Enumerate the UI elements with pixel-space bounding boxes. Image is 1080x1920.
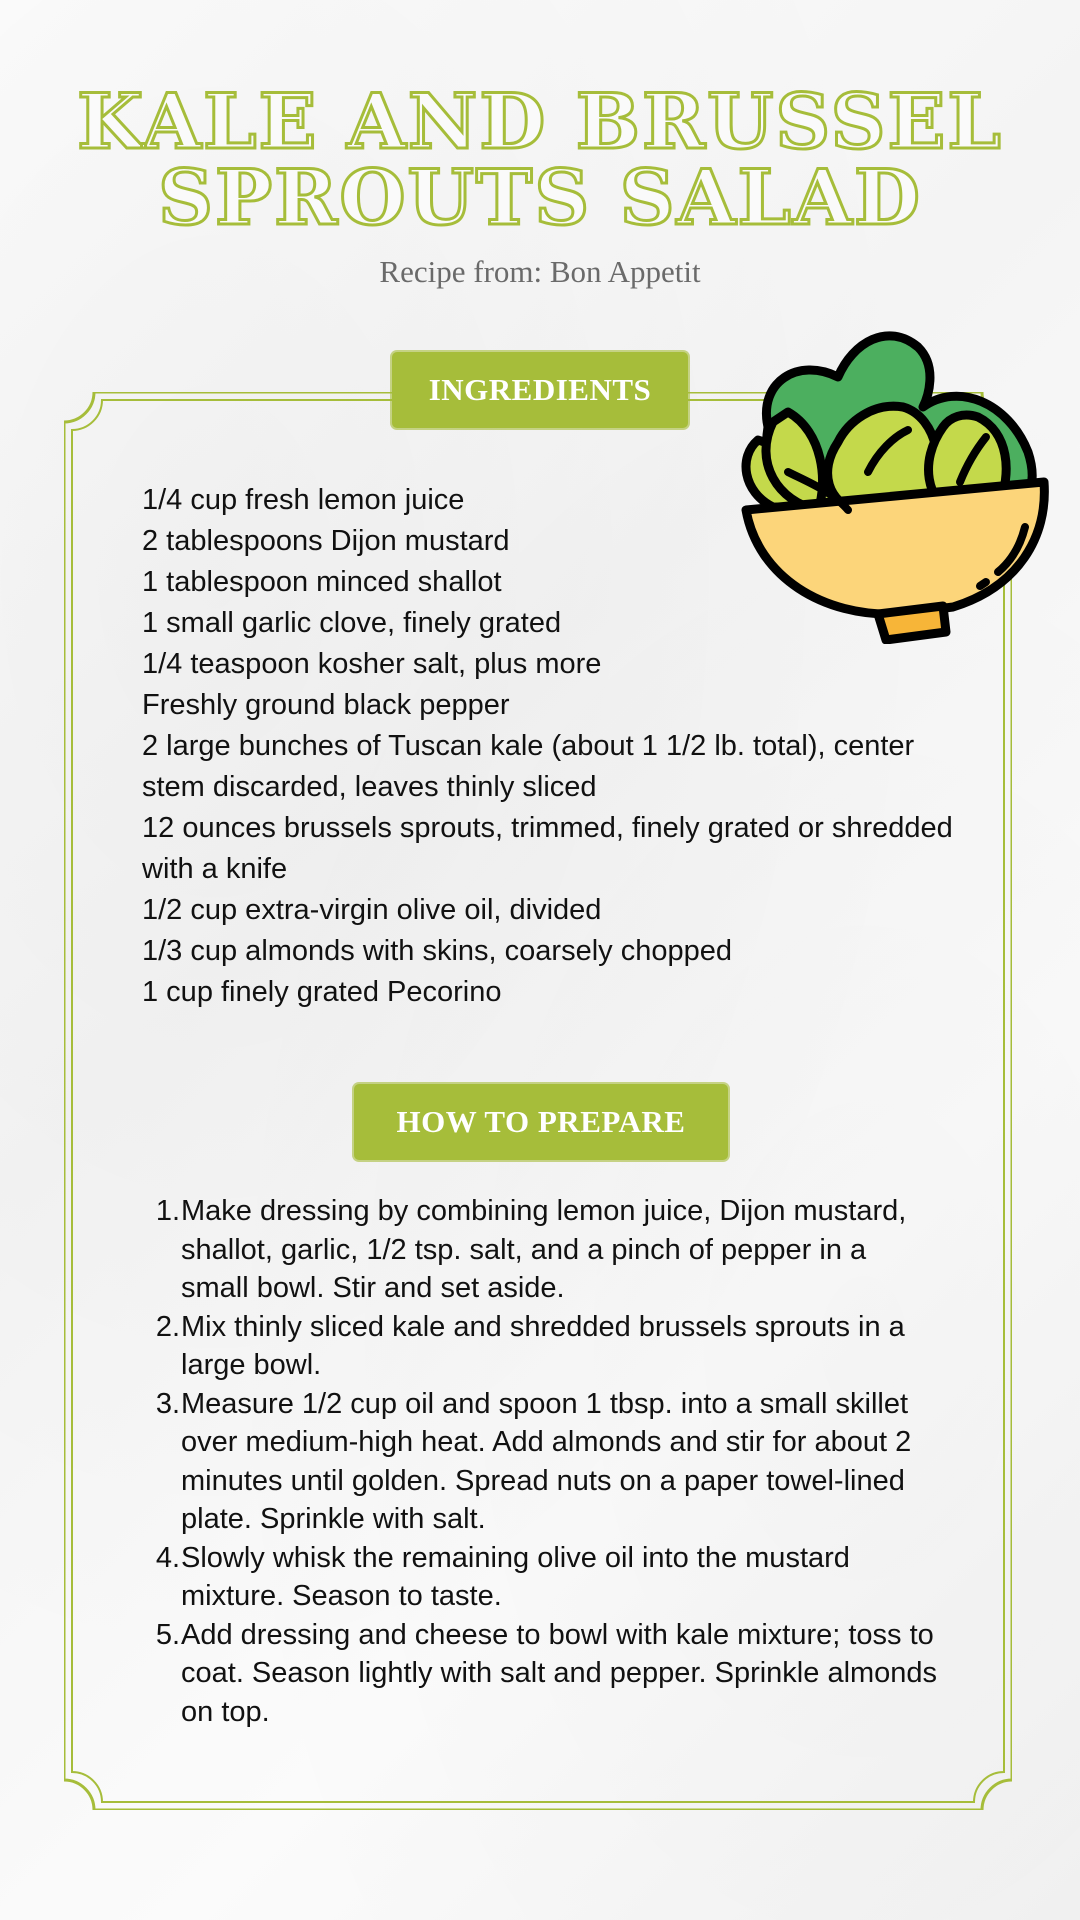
step-number: 4. <box>155 1541 180 1574</box>
step-item <box>138 1616 938 1732</box>
ingredient-item: 2 large bunches of Tuscan kale (about 1 1/2 lb. total), center stem discarded, leaves thinly sliced <box>142 730 915 803</box>
step-number: 1. <box>155 1195 180 1227</box>
step-number: 5. <box>155 1618 180 1651</box>
step-text: Mix thinly sliced kale and shredded brussels sprouts in a large bowl. <box>181 1310 905 1381</box>
prepare-heading: HOW TO PREPARE <box>354 1084 728 1160</box>
step-text: Slowly whisk the remaining olive oil into the mustard mixture. Season to taste. <box>181 1541 850 1612</box>
step-text: Make dressing by combining lemon juice, Dijon mustard, shallot, garlic, 1/2 tsp. salt, and a pinch of pepper in a small bowl. Stir and set aside. <box>181 1195 907 1304</box>
step-item <box>138 1385 938 1539</box>
recipe-source: Recipe from: Bon Appetit <box>379 254 701 289</box>
step-text: Measure 1/2 cup oil and spoon 1 tbsp. into a small skillet over medium-high heat. Add almonds and stir for about 2 minutes until golden. Spread nuts on a paper towel-lined plate. Sprinkle with salt. <box>181 1387 912 1535</box>
ingredient-item: 1 tablespoon minced shallot <box>142 566 502 598</box>
step-item <box>138 1308 938 1385</box>
ingredients-heading: INGREDIENTS <box>392 352 688 428</box>
title-line-1: KALE AND BRUSSEL <box>77 77 1003 166</box>
step-number: 2. <box>155 1310 180 1343</box>
title-line-2: SPROUTS SALAD <box>158 153 922 242</box>
recipe-title <box>0 77 1080 242</box>
step-item <box>138 1539 938 1616</box>
ingredient-item: 1 cup finely grated Pecorino <box>142 976 502 1008</box>
ingredient-item: 2 tablespoons Dijon mustard <box>142 525 510 557</box>
ingredient-item: 1/2 cup extra-virgin olive oil, divided <box>142 894 602 926</box>
ingredient-item: 1/4 teaspoon kosher salt, plus more <box>142 648 602 680</box>
ingredient-item: 1/3 cup almonds with skins, coarsely chopped <box>142 935 732 967</box>
ingredient-item: 12 ounces brussels sprouts, trimmed, finely grated or shredded with a knife <box>142 812 953 885</box>
steps-list <box>138 1192 938 1731</box>
ingredient-item: Freshly ground black pepper <box>142 689 510 721</box>
step-number: 3. <box>155 1387 180 1420</box>
step-item <box>138 1192 938 1308</box>
salad-bowl-icon <box>728 322 1054 644</box>
step-text: Add dressing and cheese to bowl with kale mixture; toss to coat. Season lightly with salt and pepper. Sprinkle almonds on top. <box>181 1618 938 1728</box>
ingredient-item: 1/4 cup fresh lemon juice <box>142 484 465 516</box>
ingredient-item: 1 small garlic clove, finely grated <box>142 607 562 639</box>
